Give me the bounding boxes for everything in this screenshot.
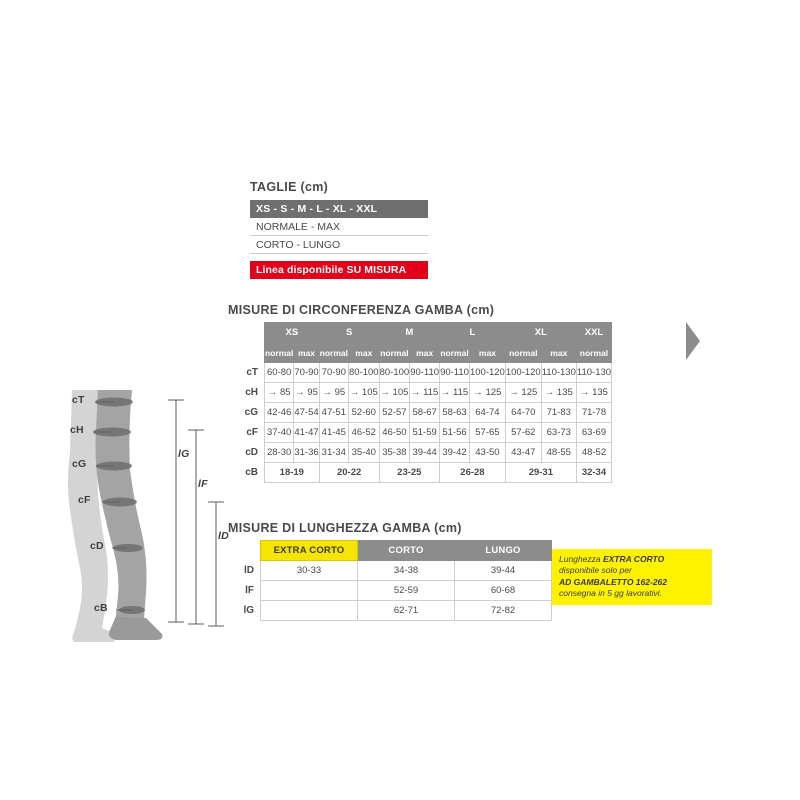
cell-cd-3: 35-40 (349, 443, 380, 463)
length-row-label-ld: lD (244, 565, 254, 576)
cell-cg-10: 71-78 (576, 403, 611, 423)
cell-cd-4: 35-38 (379, 443, 410, 463)
cell-cg-4: 52-57 (379, 403, 410, 423)
cell-ch-9: → 135 (541, 383, 576, 403)
size-header-s: S (319, 323, 379, 343)
label-cb: cB (94, 602, 108, 614)
size-header-m: M (379, 323, 439, 343)
taglie-title: TAGLIE (cm) (250, 180, 329, 194)
cell-cg-3: 52-60 (349, 403, 380, 423)
length-cell-ld-2: 39-44 (455, 561, 552, 581)
cell-cf-2: 41-45 (319, 423, 348, 443)
label-cg: cG (72, 458, 87, 470)
size-header-xs: XS (265, 323, 320, 343)
cell-ct-2: 70-90 (319, 363, 348, 383)
cell-ct-5: 90-110 (410, 363, 440, 383)
table-row-ct (228, 363, 612, 383)
length-row-lg (228, 601, 552, 621)
label-ct: cT (72, 394, 85, 406)
cell-cg-2: 47-51 (319, 403, 348, 423)
table-row-cg (228, 403, 612, 423)
cell-cb-2: 23-25 (379, 463, 439, 483)
cell-ct-10: 110-130 (576, 363, 611, 383)
length-header-corto: CORTO (358, 541, 455, 561)
cell-cg-7: 64-74 (469, 403, 505, 423)
cell-cf-5: 51-59 (410, 423, 440, 443)
length-cell-lg-1: 62-71 (358, 601, 455, 621)
subheader-10: normal (576, 343, 611, 363)
table-row-ch (228, 383, 612, 403)
cell-cd-1: 31-36 (294, 443, 319, 463)
subheader-0: normal (265, 343, 294, 363)
cell-cg-5: 58-67 (410, 403, 440, 423)
cell-cd-0: 28-30 (265, 443, 294, 463)
length-corner-cell (228, 541, 261, 561)
subheader-3: max (349, 343, 380, 363)
length-header-lungo: LUNGO (455, 541, 552, 561)
row-label-cf: cF (246, 427, 258, 438)
note-line1-pre: Lunghezza (559, 554, 603, 564)
taglie-row-su-misura: Linea disponibile SU MISURA (250, 261, 428, 279)
row-label-cd: cD (245, 447, 258, 458)
row-label-ch: cH (245, 387, 258, 398)
taglie-row-sizes: XS - S - M - L - XL - XXL (250, 200, 428, 218)
row-label-cb: cB (245, 467, 258, 478)
length-cell-ld-0: 30-33 (261, 561, 358, 581)
cell-cb-4: 29-31 (505, 463, 576, 483)
cell-cg-8: 64-70 (505, 403, 541, 423)
corner-cell-2 (228, 343, 265, 363)
cell-ct-1: 70-90 (294, 363, 319, 383)
taglie-row-corto: CORTO - LUNGO (250, 236, 428, 254)
circumference-table (228, 322, 612, 483)
dimension-label-ld: lD (218, 530, 229, 542)
table-row-cf (228, 423, 612, 443)
cell-cf-6: 51-56 (440, 423, 470, 443)
length-cell-lf-1: 52-59 (358, 581, 455, 601)
note-line3-bold: AD GAMBALETTO 162-262 (559, 576, 668, 587)
label-cf: cF (78, 494, 91, 506)
size-header-xl: XL (505, 323, 576, 343)
cell-ch-10: → 135 (576, 383, 611, 403)
cell-ct-7: 100-120 (469, 363, 505, 383)
cell-cb-5: 32-34 (576, 463, 611, 483)
circumference-title: MISURE DI CIRCONFERENZA GAMBA (cm) (228, 303, 495, 317)
note-line2: disponibile solo per (559, 565, 632, 576)
subheader-8: normal (505, 343, 541, 363)
subheader-7: max (469, 343, 505, 363)
length-cell-ld-1: 34-38 (358, 561, 455, 581)
label-ch: cH (70, 424, 84, 436)
cell-cf-7: 57-65 (469, 423, 505, 443)
cell-ch-6: → 115 (440, 383, 470, 403)
length-row-label-lf: lF (245, 585, 254, 596)
extra-corto-note (552, 549, 712, 605)
row-label-cg: cG (244, 407, 258, 418)
length-row-label-lg: lG (243, 605, 254, 616)
cell-ct-0: 60-80 (265, 363, 294, 383)
table-arrow-decoration (686, 322, 700, 360)
label-cd: cD (90, 540, 104, 552)
cell-ct-9: 110-130 (541, 363, 576, 383)
cell-ct-3: 80-100 (349, 363, 380, 383)
table-row-cb (228, 463, 612, 483)
table-row-cd (228, 443, 612, 463)
cell-ch-1: → 95 (294, 383, 319, 403)
cell-cb-1: 20-22 (319, 463, 379, 483)
length-header-row (228, 541, 552, 561)
cell-cd-8: 43-47 (505, 443, 541, 463)
cell-cd-9: 48-55 (541, 443, 576, 463)
cell-cb-0: 18-19 (265, 463, 320, 483)
length-header-extra-corto: EXTRA CORTO (261, 541, 358, 561)
cell-cg-0: 42-46 (265, 403, 294, 423)
cell-cd-6: 39-42 (440, 443, 470, 463)
cell-cg-6: 58-63 (440, 403, 470, 423)
cell-cf-1: 41-47 (294, 423, 319, 443)
cell-cf-3: 46-52 (349, 423, 380, 443)
dimension-label-lg: lG (178, 448, 190, 460)
cell-cf-0: 37-40 (265, 423, 294, 443)
cell-cf-4: 46-50 (379, 423, 410, 443)
subheader-4: normal (379, 343, 410, 363)
cell-ch-2: → 95 (319, 383, 348, 403)
corner-cell (228, 323, 265, 343)
row-label-ct: cT (246, 367, 258, 378)
length-cell-lf-0 (261, 581, 358, 601)
length-title: MISURE DI LUNGHEZZA GAMBA (cm) (228, 521, 462, 535)
cell-cf-9: 63-73 (541, 423, 576, 443)
subheader-5: max (410, 343, 440, 363)
subheader-6: normal (440, 343, 470, 363)
cell-cd-7: 43-50 (469, 443, 505, 463)
cell-cd-2: 31-34 (319, 443, 348, 463)
length-row-lf (228, 581, 552, 601)
cell-ch-5: → 115 (410, 383, 440, 403)
note-line4: consegna in 5 gg lavorativi. (559, 588, 663, 599)
taglie-box (250, 200, 428, 279)
length-cell-lf-2: 60-68 (455, 581, 552, 601)
length-cell-lg-2: 72-82 (455, 601, 552, 621)
cell-cd-10: 48-52 (576, 443, 611, 463)
length-table (228, 540, 552, 621)
cell-cg-9: 71-83 (541, 403, 576, 423)
cell-ct-4: 80-100 (379, 363, 410, 383)
cell-cf-10: 63-69 (576, 423, 611, 443)
cell-cg-1: 47-54 (294, 403, 319, 423)
cell-cf-8: 57-62 (505, 423, 541, 443)
size-header-l: L (440, 323, 506, 343)
length-row-ld (228, 561, 552, 581)
length-cell-lg-0 (261, 601, 358, 621)
cell-ch-3: → 105 (349, 383, 380, 403)
subheader-2: normal (319, 343, 348, 363)
subheader-1: max (294, 343, 319, 363)
taglie-row-normale: NORMALE - MAX (250, 218, 428, 236)
note-line1-bold: EXTRA CORTO (602, 554, 665, 564)
cell-cd-5: 39-44 (410, 443, 440, 463)
subheader-9: max (541, 343, 576, 363)
dimension-label-lf: lF (198, 478, 208, 490)
cell-ct-6: 90-110 (440, 363, 470, 383)
cell-ch-7: → 125 (469, 383, 505, 403)
cell-ch-0: → 85 (265, 383, 294, 403)
circumference-subheader-row (228, 343, 612, 363)
circumference-size-header-row (228, 323, 612, 343)
cell-ch-4: → 105 (379, 383, 410, 403)
cell-cb-3: 26-28 (440, 463, 506, 483)
cell-ct-8: 100-120 (505, 363, 541, 383)
cell-ch-8: → 125 (505, 383, 541, 403)
size-header-xxl: XXL (576, 323, 611, 343)
leg-illustration (40, 390, 240, 650)
